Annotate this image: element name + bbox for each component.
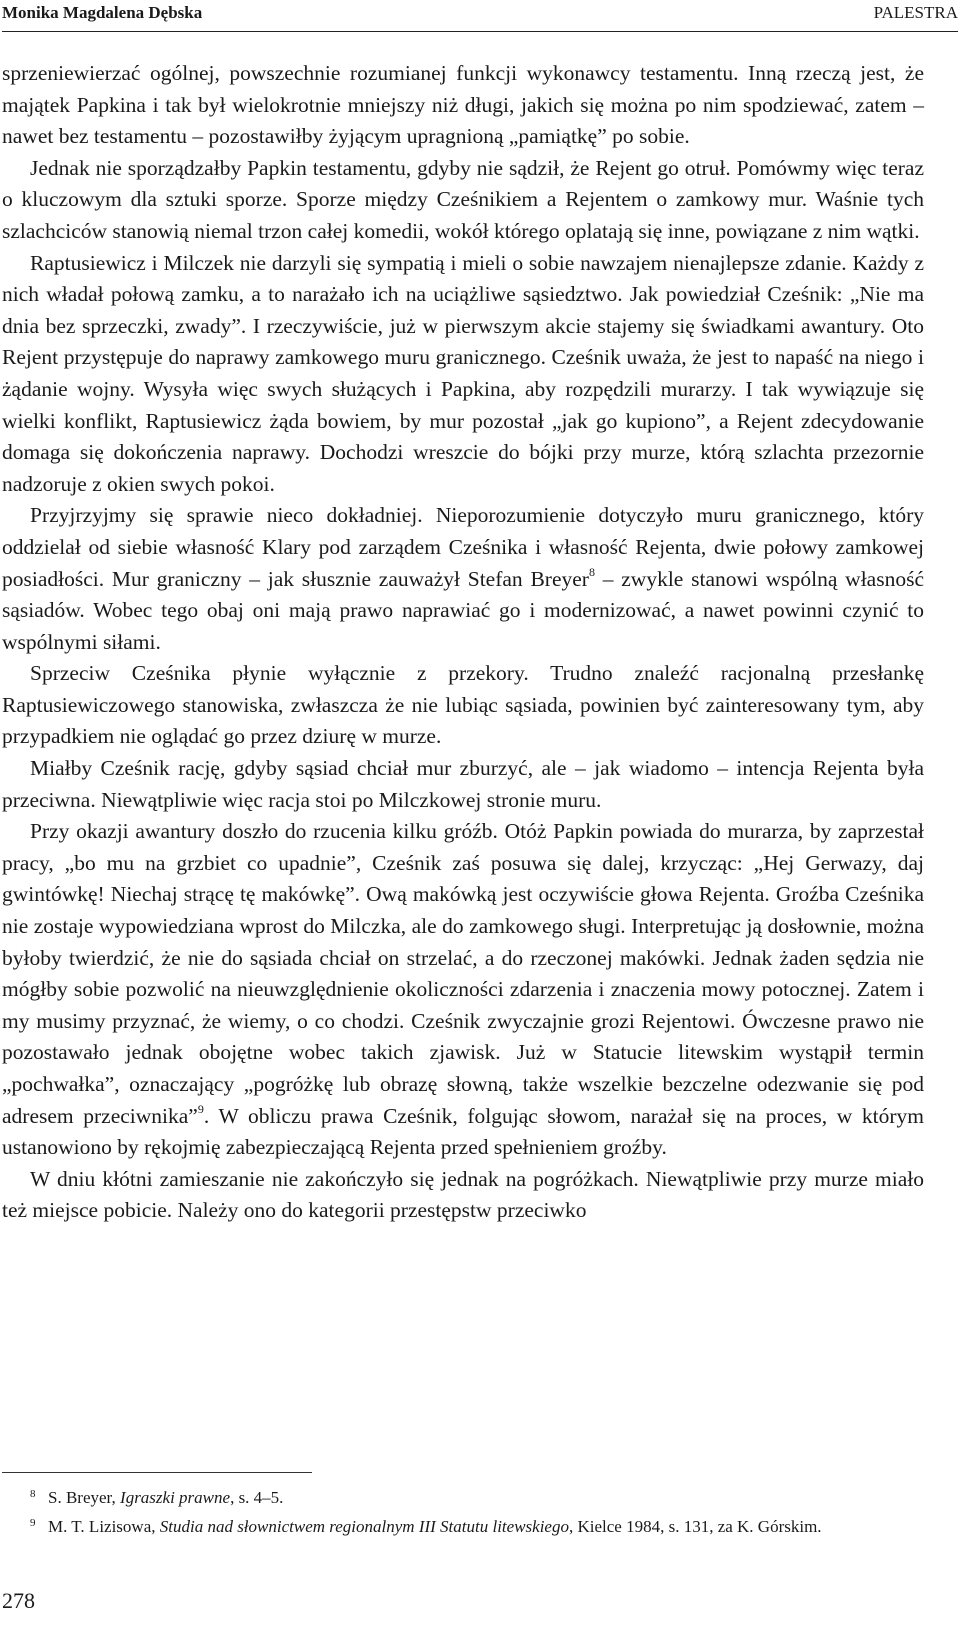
footnote-mark: 8 <box>30 1488 36 1500</box>
paragraph: Sprzeciw Cześnika płynie wyłącznie z przekory. Trudno znaleźć racjonalną przesłankę Raptusiewiczowego stanowiska, zwłaszcza że nie lubiąc sąsiada, powinien być zainteresowany tym, aby przypadkiem nie oglądać go przez dziurę w murze. <box>2 661 924 749</box>
paragraph: Jednak nie sporządzałby Papkin testamentu, gdyby nie sądził, że Rejent go otruł. Pomówmy więc teraz o kluczowym dla sztuki sporze. Sporze między Cześnikiem a Rejentem o zamkowy mur. Waśnie tych szlachciców stanowią niemal trzon całej komedii, wokół którego oplatają się inne, powiązane z nim wątki. <box>2 155 924 243</box>
footnotes <box>2 1483 924 1541</box>
footnote <box>2 1512 924 1541</box>
footnote-mark: 9 <box>30 1517 36 1529</box>
header-author: Monika Magdalena Dębska <box>2 3 203 22</box>
paragraph-text: Przy okazji awantury doszło do rzucenia kilku gróźb. Otóż Papkin powiada do murarza, by zaprzestał pracy, „bo mu na grzbiet co upadnie”, Cześnik zaś posuwa się dalej, krzycząc: „Hej Gerwazy, daj gwintówkę! Niechaj strącę tę makówkę”. Ową makówką jest oczywiście głowa Rejenta. Groźba Cześnika nie zostaje wypowiedziana wprost do Milczka, ale do zamkowego sługi. Interpretując ją dosłownie, można byłoby twierdzić, że nie do sąsiada chciał on strzelać, a do rzeczonej makówki. Jednak żaden sędzia nie mógłby sobie pozwolić na nieuwzględnienie okoliczności zdarzenia i znaczenia mowy potocznej. Zatem i my musimy przyznać, że wiemy, o co chodzi. Cześnik zwyczajnie grozi Rejentowi. Ówczesne prawo nie pozostawało jednak obojętne wobec takich zjawisk. Już w Statucie litewskim wystąpił termin „pochwałka”, oznaczający „pogróżkę lub obrazę słowną, także wszelkie bezczelne odezwanie się pod adresem przeciwnika” <box>2 819 924 1128</box>
paragraph <box>2 500 924 658</box>
footnote-text: , s. 4–5. <box>230 1488 284 1507</box>
paragraph: sprzeniewierzać ogólnej, powszechnie rozumianej funkcji wykonawcy testamentu. Inną rzeczą jest, że majątek Papkina i tak był wielokrotnie mniejszy niż długi, jakich się można po nim spodziewać, zatem – nawet bez testamentu – pozostawiłby żyjącym upragnioną „pamiątkę” po sobie. <box>2 61 924 149</box>
paragraph: Miałby Cześnik rację, gdyby sąsiad chciał mur zburzyć, ale – jak wiadomo – intencja Rejenta była przeciwna. Niewątpliwie więc racja stoi po Milczkowej stronie muru. <box>2 756 924 812</box>
footnote-reference: 8 <box>588 565 595 580</box>
footnote-reference: 9 <box>197 1102 204 1117</box>
paragraph <box>2 816 924 1164</box>
footnote-text: , Kielce 1984, s. 131, za K. Górskim. <box>568 1517 822 1536</box>
header-journal: PALESTRA <box>873 3 958 22</box>
footnote-title: Igraszki prawne <box>120 1488 231 1507</box>
footnote-title: Studia nad słownictwem regionalnym III Statutu litewskiego <box>159 1517 569 1536</box>
footnote-text: M. T. Lizisowa, <box>48 1517 160 1536</box>
paragraph-text: Przyjrzyjmy się sprawie nieco dokładniej. Nieporozumienie dotyczyło muru granicznego, który oddzielał od siebie własność Klary pod zarządem Cześnika i własność Rejenta, dwie połowy zamkowej posiadłości. Mur graniczny – jak słusznie zauważył Stefan Breyer <box>2 503 924 591</box>
footnote-text: S. Breyer, <box>48 1488 121 1507</box>
paragraph: W dniu kłótni zamieszanie nie zakończyło się jednak na pogróżkach. Niewątpliwie przy murze miało też miejsce pobicie. Należy ono do kategorii przestępstw przeciwko <box>2 1166 924 1223</box>
paragraph-text: – zwykle stanowi wspólną własność sąsiadów. Wobec tego obaj oni mają prawo naprawiać go i modernizować, a nawet powinni czynić to wspólnymi siłami. <box>2 566 925 654</box>
footnote-rule <box>2 1472 312 1473</box>
body-text <box>2 58 924 1227</box>
paragraph-text: . W obliczu prawa Cześnik, folgując słowom, narażał się na proces, w którym ustanowiono by rękojmię zabezpieczającą Rejenta przed spełnieniem groźby. <box>2 1103 924 1160</box>
header-rule <box>2 31 958 32</box>
page-number: 278 <box>2 1588 35 1613</box>
running-header <box>2 0 958 26</box>
footnote <box>2 1483 924 1512</box>
paragraph: Raptusiewicz i Milczek nie darzyli się sympatią i mieli o sobie nawzajem nienajlepsze zdanie. Każdy z nich władał połową zamku, a to narażało ich na uciążliwe sąsiedztwo. Jak powiedział Cześnik: „Nie ma dnia bez sprzeczki, zwady”. I rzeczywiście, już w pierwszym akcie stajemy się świadkami awantury. Oto Rejent przystępuje do naprawy zamkowego muru granicznego. Cześnik uważa, że jest to napaść na niego i żądanie wojny. Wysyła więc swych służących i Papkina, aby rozpędzili murarzy. I tak wywiązuje się wielki konflikt, Raptusiewicz żąda bowiem, by mur pozostał „jak go kupiono”, a Rejent zdecydowanie domaga się dokończenia naprawy. Dochodzi wreszcie do bójki przy murze, którą szlachta przezornie nadzoruje z okien swych pokoi. <box>2 250 924 496</box>
